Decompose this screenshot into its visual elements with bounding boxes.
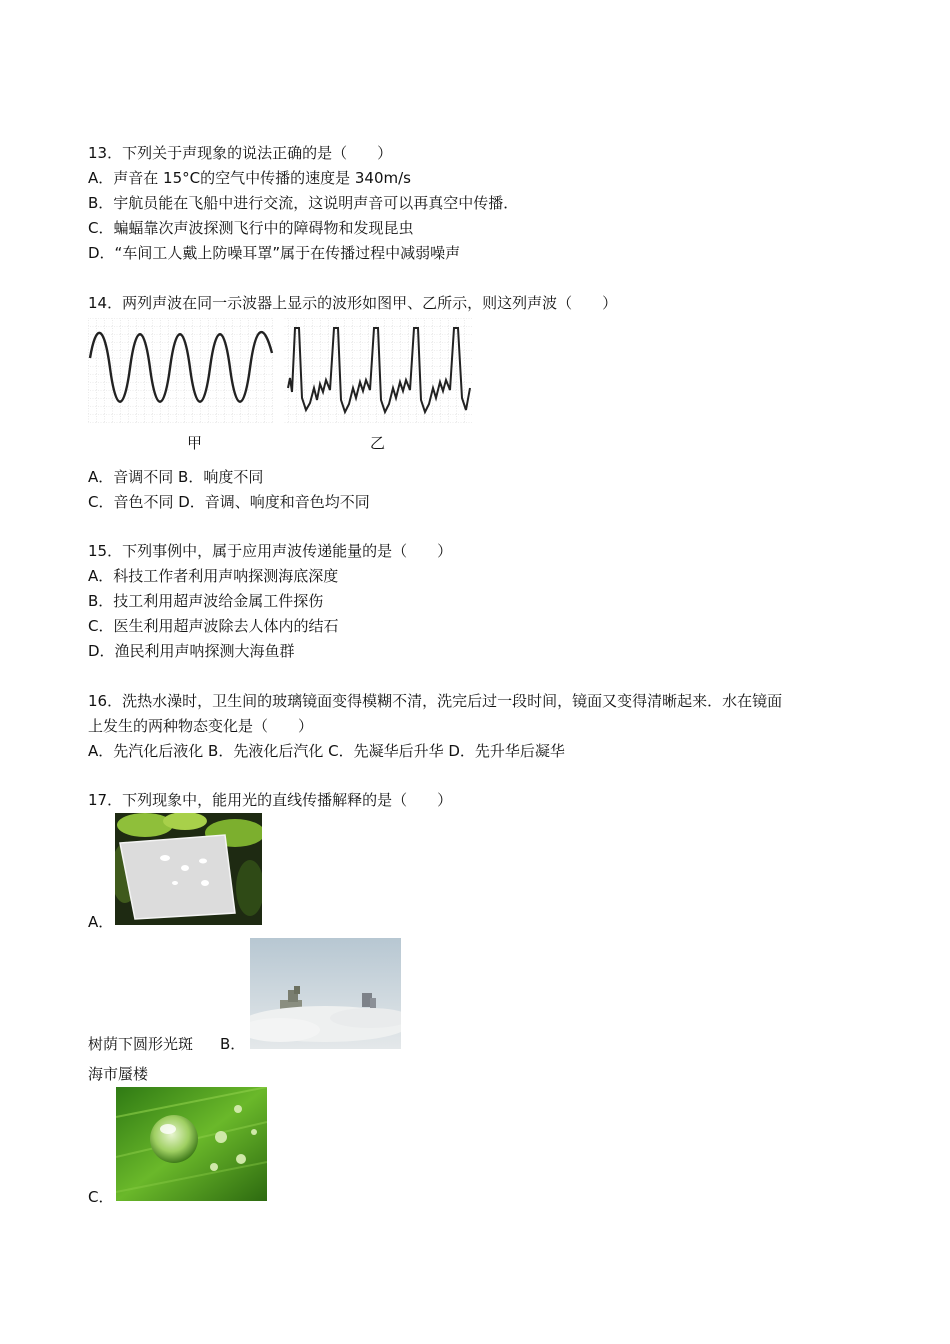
q16-stem-line1: 16．洗热水澡时，卫生间的玻璃镜面变得模糊不清，洗完后过一段时间，镜面又变得清晰起来．水在镜面 [88,692,783,710]
q15-option-a: A．科技工作者利用声呐探测海底深度 [88,567,339,585]
q17-option-b-letter: B． [220,1035,246,1053]
q13-option-a: A．声音在 15°C的空气中传播的速度是 340m/s [88,169,411,187]
q17-option-a-text: 树荫下圆形光斑 [88,1035,194,1053]
q17-option-b-text: 海市蜃楼 [88,1065,149,1083]
q15-option-b: B．技工利用超声波给金属工件探伤 [88,592,324,610]
q13-option-b: B．宇航员能在飞船中进行交流，这说明声音可以再真空中传播． [88,194,519,212]
q16-stem-line2: 上发生的两种物态变化是（ ） [88,717,314,735]
q13-option-c: C．蝙蝠靠次声波探测飞行中的障碍物和发现昆虫 [88,219,414,237]
label-jia: 甲 [187,434,203,452]
q14-options-ab: A．音调不同 B．响度不同 [88,468,264,486]
label-yi: 乙 [370,434,386,452]
q14-options-cd: C．音色不同 D．音调、响度和音色均不同 [88,493,370,511]
q15-option-d: D．渔民利用声呐探测大海鱼群 [88,642,295,660]
q14-stem: 14．两列声波在同一示波器上显示的波形如图甲、乙所示，则这列声波（ ） [88,294,618,312]
water-drop-on-leaf-image [116,1087,267,1201]
waveform-jia-panel [88,318,274,424]
q15-stem: 15．下列事例中，属于应用声波传递能量的是（ ） [88,542,453,560]
q13-option-d: D．“车间工人戴上防噪耳罩”属于在传播过程中减弱噪声 [88,244,461,262]
q15-option-c: C．医生利用超声波除去人体内的结石 [88,617,339,635]
q16-options: A．先汽化后液化 B．先液化后汽化 C．先凝华后升华 D．先升华后凝华 [88,742,565,760]
oscilloscope-waveform-figure [88,318,472,424]
mirage-city-image [250,938,401,1049]
q17-option-c-letter: C． [88,1188,114,1206]
q13-stem: 13．下列关于声现象的说法正确的是（ ） [88,144,393,162]
q17-stem: 17．下列现象中，能用光的直线传播解释的是（ ） [88,791,453,809]
tree-shade-light-spots-image [115,813,262,925]
waveform-yi-panel [284,318,472,424]
q17-option-a-letter: A． [88,913,114,931]
